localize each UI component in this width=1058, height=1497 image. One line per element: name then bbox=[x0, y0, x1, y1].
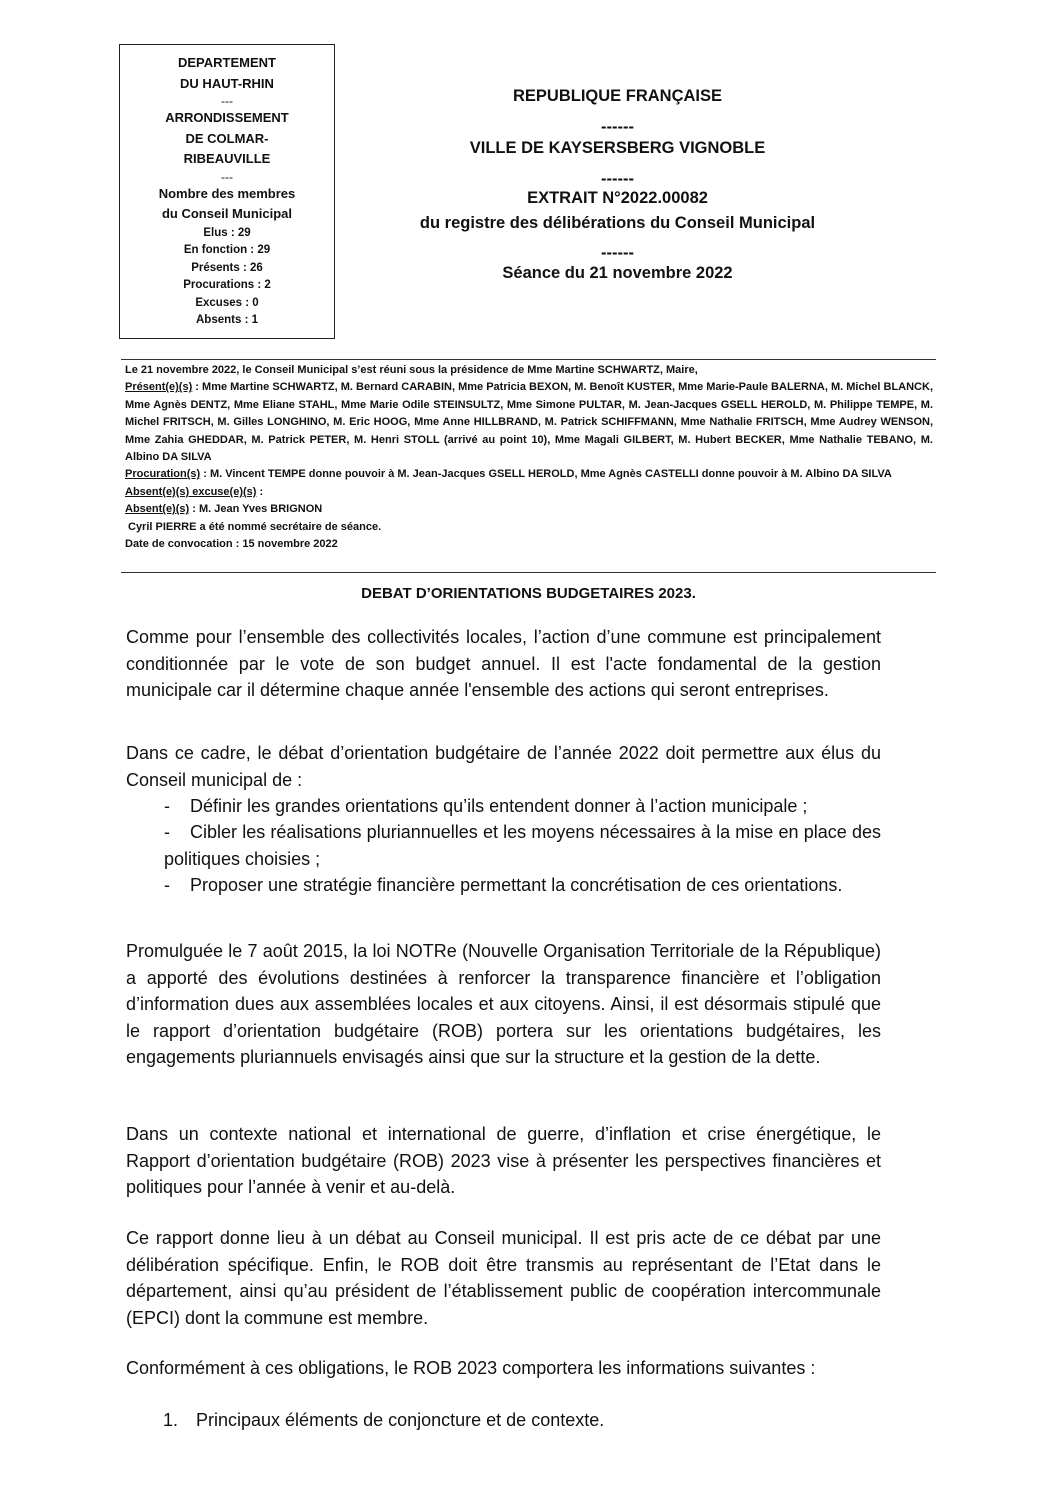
bullet-item bbox=[164, 819, 881, 872]
absent-label: Absent(e)(s) bbox=[125, 503, 190, 516]
absent-list: : M. Jean Yves BRIGNON bbox=[189, 503, 323, 516]
numbered-list-item bbox=[163, 1407, 604, 1433]
attendance-intro: Le 21 novembre 2022, le Conseil Municipal s’est réuni sous la présidence de Mme Martine SCHWARTZ, Maire, bbox=[125, 364, 698, 376]
bullet-item bbox=[164, 872, 881, 899]
register-line: du registre des délibérations du Conseil Municipal bbox=[419, 214, 816, 232]
excused-list: : bbox=[256, 485, 264, 498]
count-absents: Absents : 1 bbox=[196, 314, 258, 326]
paragraph-2: Dans ce cadre, le débat d’orientation budgétaire de l’année 2022 doit permettre aux élus du Conseil municipal de : bbox=[126, 743, 881, 790]
city-heading: VILLE DE KAYSERSBERG VIGNOBLE bbox=[469, 139, 766, 157]
session-date: Séance du 21 novembre 2022 bbox=[502, 264, 733, 282]
bullet-text: Proposer une stratégie financière permettant la concrétisation de ces orientations. bbox=[190, 875, 843, 895]
bullet-marker: - bbox=[164, 796, 170, 816]
deliberation-title: DEBAT D’ORIENTATIONS BUDGETAIRES 2023. bbox=[361, 585, 696, 602]
divider-top bbox=[121, 359, 936, 360]
paragraph-4: Dans un contexte national et international de guerre, d’inflation et crise énergétique, le Rapport d’orientation budgétaire (ROB) 2023 vise à présenter les perspectives financières et politiques pour l’année à venir et au-delà. bbox=[126, 1124, 881, 1197]
count-excuses: Excuses : 0 bbox=[195, 296, 259, 309]
republic-heading: REPUBLIQUE FRANÇAISE bbox=[512, 87, 722, 105]
list-number: 1. bbox=[163, 1410, 179, 1430]
absent-members bbox=[125, 501, 933, 518]
paragraph-3: Promulguée le 7 août 2015, la loi NOTRe (Nouvelle Organisation Territoriale de la République) a apporté des évolutions destinées à renforcer la transparence financière et l’obligation d’information dues aux assemblées locales et aux citoyens. Ainsi, il est désormais stipulé que le rapport d’orientation budgétaire (ROB) portera sur les orientations budgétaires, les engagements pluriannuels envisagés ainsi que sur la structure et la gestion de la dette. bbox=[126, 941, 881, 1067]
count-en-fonction: En fonction : 29 bbox=[183, 244, 271, 256]
count-elus: Elus : 29 bbox=[203, 226, 251, 239]
secretary-line: Cyril PIERRE a été nommé secrétaire de séance. bbox=[128, 520, 382, 533]
header-separator: ------ bbox=[601, 244, 634, 262]
extract-number: EXTRAIT N°2022.00082 bbox=[527, 189, 708, 207]
bullet-marker: - bbox=[164, 875, 170, 895]
excused-label: Absent(e)(s) excuse(e)(s) bbox=[125, 485, 257, 498]
paragraph-1: Comme pour l’ensemble des collectivités locales, l’action d’une commune est principalement conditionnée par le vote de son budget annuel. Il est l'acte fondamental de la gestion municipale car il détermine chaque année l'ensemble des actions qui seront entreprises. bbox=[126, 627, 881, 700]
members-line1: Nombre des membres bbox=[158, 185, 296, 201]
excused-members bbox=[125, 484, 933, 501]
procurations bbox=[125, 466, 933, 483]
procurations-list: : M. Vincent TEMPE donne pouvoir à M. Jean-Jacques GSELL HEROLD, Mme Agnès CASTELLI donne pouvoir à M. Albino DA SILVA bbox=[200, 468, 892, 481]
present-label: Présent(e)(s) bbox=[125, 381, 193, 394]
header-separator: ------ bbox=[601, 118, 634, 136]
members-line2: du Conseil Municipal bbox=[161, 206, 292, 221]
attendance-block bbox=[125, 362, 933, 553]
bullet-text: Définir les grandes orientations qu’ils entendent donner à l’action municipale ; bbox=[190, 796, 808, 816]
divider-bottom bbox=[121, 572, 936, 573]
bullet-text: Cibler les réalisations pluriannuelles et les moyens nécessaires à la mise en place des politiques choisies ; bbox=[164, 822, 881, 869]
paragraph-5: Ce rapport donne lieu à un débat au Conseil municipal. Il est pris acte de ce débat par une délibération spécifique. Enfin, le ROB doit être transmis au représentant de l’Etat dans le département, ainsi qu’au président de l’établissement public de coopération intercommunale (EPCI) dont la commune est membre. bbox=[126, 1228, 881, 1328]
present-members bbox=[125, 379, 933, 466]
count-presents: Présents : 26 bbox=[191, 261, 263, 274]
header-separator: ------ bbox=[601, 170, 634, 188]
paragraph-6: Conformément à ces obligations, le ROB 2023 comportera les informations suivantes : bbox=[126, 1358, 816, 1378]
dept-line1: DEPARTEMENT bbox=[178, 55, 276, 70]
dept-line2: DU HAUT-RHIN bbox=[180, 75, 274, 91]
list-text: Principaux éléments de conjoncture et de contexte. bbox=[196, 1410, 605, 1430]
arr-line2: DE COLMAR- bbox=[185, 130, 269, 146]
present-list: : Mme Martine SCHWARTZ, M. Bernard CARABIN, Mme Patricia BEXON, M. Benoît KUSTER, Mme Marie-Paule BALERNA, M. Michel BLANCK, Mme Agnès DENTZ, Mme Eliane STAHL, Mme Marie Odile STEINSULTZ, Mme Simone PULTAR, M. Jean-Jacques GSELL HEROLD, M. Philippe TEMPE, M. Michel FRITSCH, M. Gilles LONGHINO, M. Eric HOOG, Mme Anne HILLBRAND, M. Patrick SCHIFFMANN, Mme Nathalie FRITSCH, Mme Audrey WENSON, Mme Zahia GHEDDAR, M. Patrick PETER, M. Henri STOLL (arrivé au point 10), Mme Magali GILBERT, M. Hubert BECKER, Mme Nathalie TEBANO, M. Albino DA SILVA bbox=[125, 381, 933, 464]
procurations-label: Procuration(s) bbox=[125, 468, 201, 481]
bullet-marker: - bbox=[164, 822, 170, 842]
convocation-date: Date de convocation : 15 novembre 2022 bbox=[125, 538, 338, 551]
count-procurations: Procurations : 2 bbox=[183, 279, 271, 291]
box-separator: --- bbox=[221, 94, 233, 108]
arr-line1: ARRONDISSEMENT bbox=[165, 110, 289, 125]
box-separator: --- bbox=[221, 169, 233, 184]
bullet-item bbox=[164, 793, 881, 820]
arr-line3: RIBEAUVILLE bbox=[183, 151, 271, 166]
council-info-box bbox=[119, 44, 335, 339]
